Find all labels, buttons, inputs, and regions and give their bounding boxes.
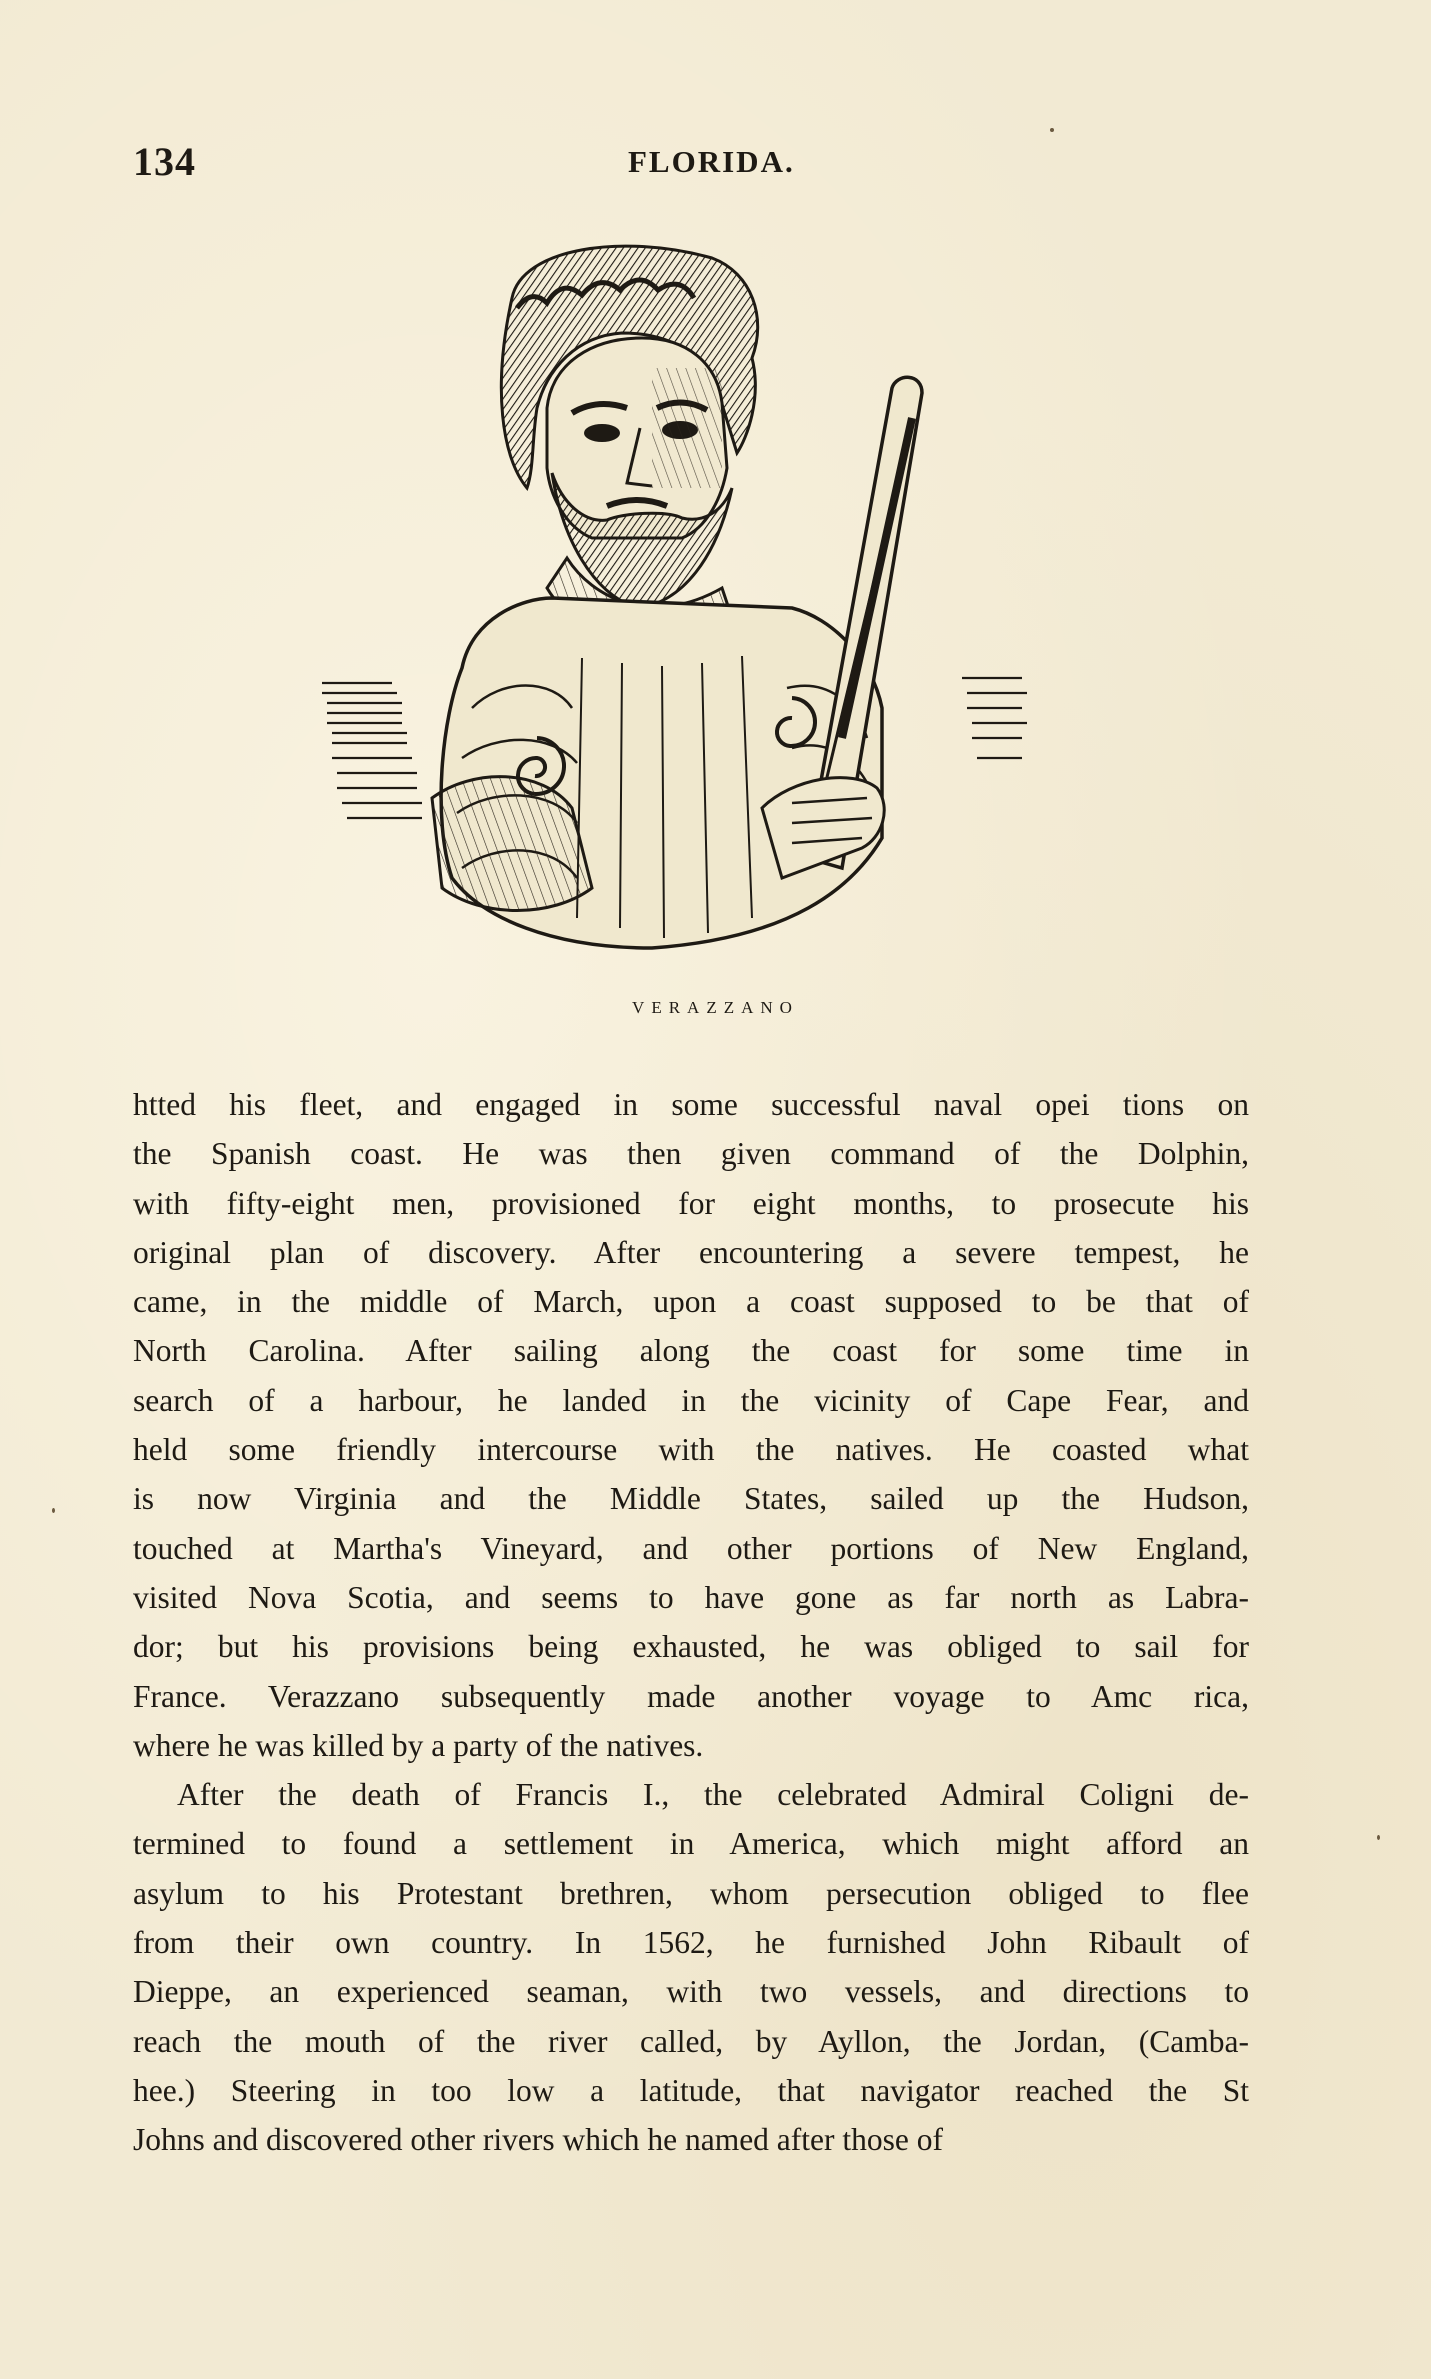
text-line: France. Verazzano subsequently made another voyage to Amc rica, xyxy=(133,1678,1249,1714)
text-line: from their own country. In 1562, he furnished John Ribault of xyxy=(133,1925,1249,1961)
text-line: termined to found a settlement in America, which might afford an xyxy=(133,1826,1249,1862)
text-line: original plan of discovery. After encountering a severe tempest, he xyxy=(133,1234,1249,1270)
page-header xyxy=(133,138,1263,188)
print-speck xyxy=(1377,1835,1380,1840)
page-number: 134 xyxy=(133,139,196,184)
text-line: with fifty-eight men, provisioned for eight months, to prosecute his xyxy=(133,1185,1249,1221)
text-line: visited Nova Scotia, and seems to have gone as far north as Labra- xyxy=(133,1579,1249,1615)
text-line: hee.) Steering in too low a latitude, that navigator reached the St xyxy=(133,2072,1249,2108)
text-line: After the death of Francis I., the celebrated Admiral Coligni de- xyxy=(177,1777,1249,1813)
figure-caption: VERAZZANO xyxy=(632,998,799,1017)
text-line: the Spanish coast. He was then given command of the Dolphin, xyxy=(133,1136,1249,1172)
text-line: is now Virginia and the Middle States, sailed up the Hudson, xyxy=(133,1481,1249,1517)
verazzano-portrait-engraving xyxy=(322,238,1052,978)
text-line: where he was killed by a party of the natives. xyxy=(133,1727,704,1763)
text-line: came, in the middle of March, upon a coast supposed to be that of xyxy=(133,1284,1249,1320)
text-line: touched at Martha's Vineyard, and other portions of New England, xyxy=(133,1530,1249,1566)
print-speck xyxy=(52,1508,55,1513)
text-line: reach the mouth of the river called, by Ayllon, the Jordan, (Camba- xyxy=(133,2023,1249,2059)
print-speck xyxy=(1050,128,1054,132)
text-line: Johns and discovered other rivers which he named after those of xyxy=(133,2122,943,2158)
text-line: North Carolina. After sailing along the coast for some time in xyxy=(133,1333,1249,1369)
text-line: Dieppe, an experienced seaman, with two vessels, and directions to xyxy=(133,1974,1249,2010)
text-line: asylum to his Protestant brethren, whom persecution obliged to flee xyxy=(133,1875,1249,1911)
text-line: dor; but his provisions being exhausted, he was obliged to sail for xyxy=(133,1629,1249,1665)
text-line: held some friendly intercourse with the natives. He coasted what xyxy=(133,1432,1249,1468)
text-line: search of a harbour, he landed in the vicinity of Cape Fear, and xyxy=(133,1382,1249,1418)
body-text xyxy=(133,1080,1249,2165)
text-line: htted his fleet, and engaged in some successful naval opei tions on xyxy=(133,1087,1249,1122)
running-head: FLORIDA. xyxy=(628,144,795,179)
